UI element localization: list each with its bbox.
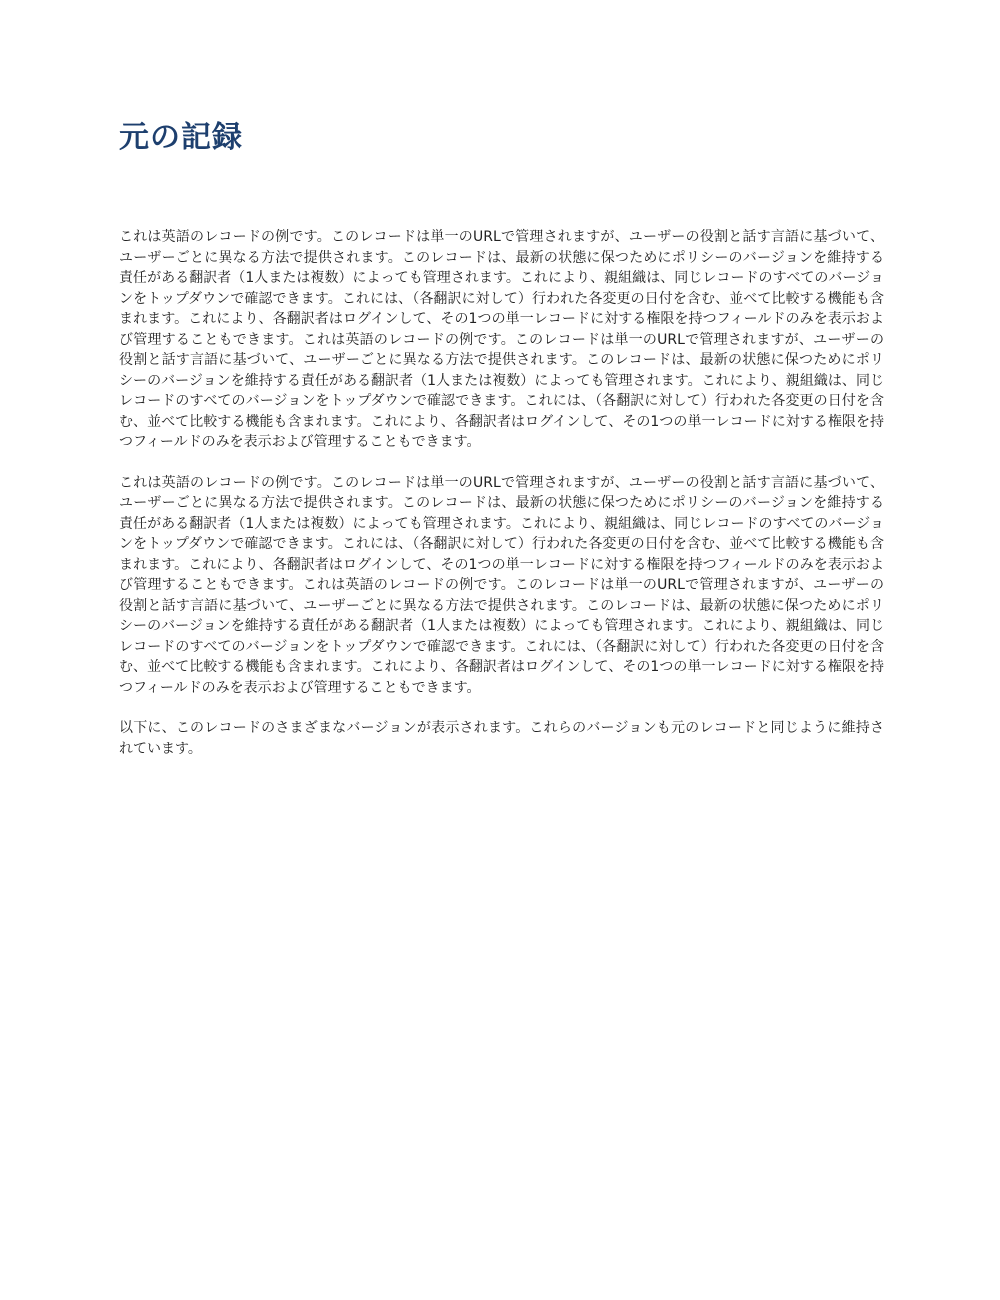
body-paragraph-1: これは英語のレコードの例です。このレコードは単一のURLで管理されますが、ユーザーの役割と話す言語に基づいて、ユーザーごとに異なる方法で提供されます。このレコードは、最新の状態に保つためにポリシーのバージョンを維持する責任がある翻訳者（1人または複数）によっても管理されます。これにより、親組織は、同じレコードのすべてのバージョンをトップダウンで確認できます。これには、（各翻訳に対して）行われた各変更の日付を含む、並べて比較する機能も含まれます。これにより、各翻訳者はログインして、その1つの単一レコードに対する権限を持つフィールドのみを表示および管理することもできます。これは英語のレコードの例です。このレコードは単一のURLで管理されますが、ユーザーの役割と話す言語に基づいて、ユーザーごとに異なる方法で提供されます。このレコードは、最新の状態に保つためにポリシーのバージョンを維持する責任がある翻訳者（1人または複数）によっても管理されます。これにより、親組織は、同じレコードのすべてのバージョンをトップダウンで確認できます。これには、（各翻訳に対して）行われた各変更の日付を含む、並べて比較する機能も含まれます。これにより、各翻訳者はログインして、その1つの単一レコードに対する権限を持つフィールドのみを表示および管理することもできます。 [119, 229, 884, 450]
body-paragraph-2: これは英語のレコードの例です。このレコードは単一のURLで管理されますが、ユーザーの役割と話す言語に基づいて、ユーザーごとに異なる方法で提供されます。このレコードは、最新の状態に保つためにポリシーのバージョンを維持する責任がある翻訳者（1人または複数）によっても管理されます。これにより、親組織は、同じレコードのすべてのバージョンをトップダウンで確認できます。これには、（各翻訳に対して）行われた各変更の日付を含む、並べて比較する機能も含まれます。これにより、各翻訳者はログインして、その1つの単一レコードに対する権限を持つフィールドのみを表示および管理することもできます。これは英語のレコードの例です。このレコードは単一のURLで管理されますが、ユーザーの役割と話す言語に基づいて、ユーザーごとに異なる方法で提供されます。このレコードは、最新の状態に保つためにポリシーのバージョンを維持する責任がある翻訳者（1人または複数）によっても管理されます。これにより、親組織は、同じレコードのすべてのバージョンをトップダウンで確認できます。これには、（各翻訳に対して）行われた各変更の日付を含む、並べて比較する機能も含まれます。これにより、各翻訳者はログインして、その1つの単一レコードに対する権限を持つフィールドのみを表示および管理することもできます。 [119, 474, 884, 696]
page-title: 元の記録 [119, 120, 243, 155]
document-body [119, 227, 884, 779]
body-paragraph-3: 以下に、このレコードのさまざまなバージョンが表示されます。これらのバージョンも元のレコードと同じように維持されています。 [119, 720, 884, 757]
